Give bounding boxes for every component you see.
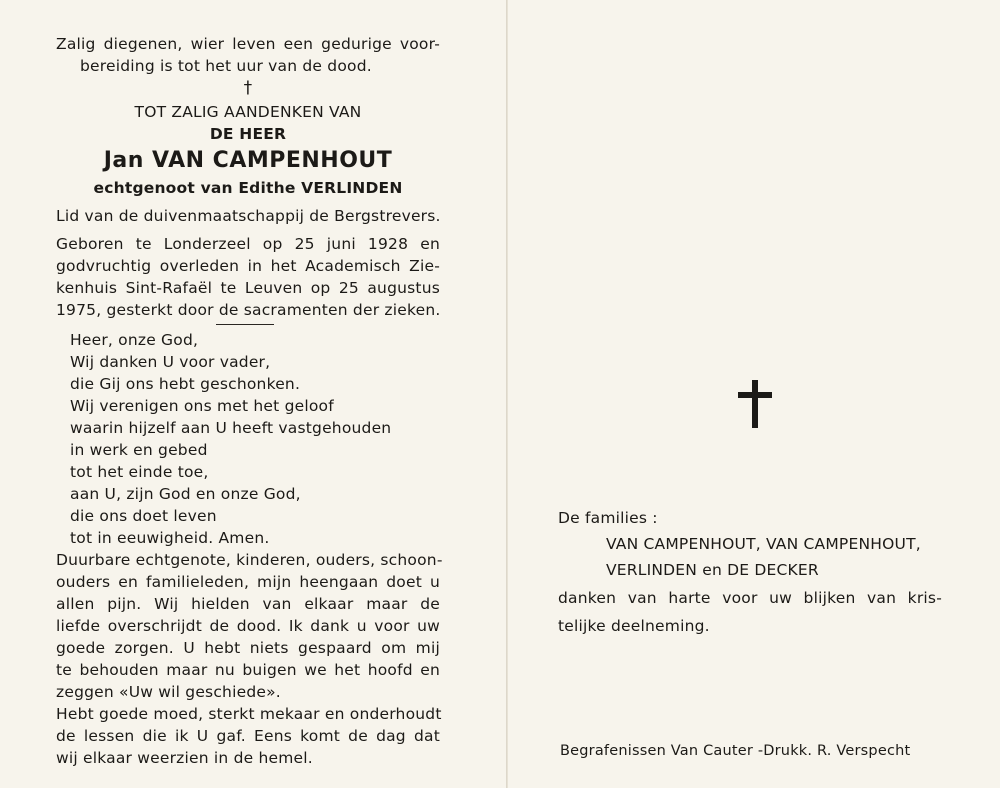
closing-line: Hebt goede moed, sterkt mekaar en onderhoudt (56, 705, 442, 723)
prayer-line: Wij verenigen ons met het geloof (70, 397, 334, 415)
bio-line: kenhuis Sint-Rafaël te Leuven op 25 augustus (56, 279, 440, 297)
deceased-name: Jan VAN CAMPENHOUT (103, 148, 393, 173)
bio-paragraph (56, 233, 440, 321)
farewell-line: liefde overschrijdt de dood. Ik dank u voor uw (56, 617, 440, 635)
memorial-line: TOT ZALIG AANDENKEN VAN (134, 103, 362, 121)
bio-line: Geboren te Londerzeel op 25 juni 1928 en (56, 235, 440, 253)
prayer-line: tot het einde toe, (70, 463, 209, 481)
prayer-line: Wij danken U voor vader, (70, 353, 271, 371)
prayer-line: Heer, onze God, (70, 331, 199, 349)
title-line: DE HEER (209, 125, 287, 143)
prayer-line: waarin hijzelf aan U heeft vastgehouden (70, 419, 392, 437)
prayer-line: in werk en gebed (70, 441, 208, 459)
divider-line (216, 324, 274, 325)
farewell-line: goede zorgen. U hebt niets gespaard om mij (56, 639, 440, 657)
farewell-line: allen pijn. Wij hielden van elkaar maar de (56, 595, 440, 613)
small-cross-icon: † (243, 78, 253, 98)
prayer-line: aan U, zijn God en onze God, (70, 485, 301, 503)
farewell-line: zeggen «Uw wil geschiede». (56, 683, 281, 701)
spouse-line: echtgenoot van Edithe VERLINDEN (93, 179, 403, 197)
closing-line: de lessen die ik U gaf. Eens komt de dag dat (56, 727, 440, 745)
closing-line: wij elkaar weerzien in de hemel. (56, 749, 313, 767)
motto (56, 33, 440, 55)
printer-credit: Begrafenissen Van Cauter -Drukk. R. Verspecht (560, 743, 911, 759)
families-line: VERLINDEN en DE DECKER (606, 561, 819, 579)
farewell-line: ouders en familieleden, mijn heengaan doet u (56, 573, 440, 591)
club-line: Lid van de duivenmaatschappij de Bergstrevers. (56, 207, 441, 225)
thanks-line: danken van harte voor uw blijken van kris- (558, 589, 942, 607)
families-label: De families : (558, 509, 658, 527)
farewell-line: Duurbare echtgenote, kinderen, ouders, schoon- (56, 551, 443, 569)
motto-line: Zalig diegenen, wier leven een gedurige voor- (56, 35, 440, 53)
families-line: VAN CAMPENHOUT, VAN CAMPENHOUT, (606, 535, 921, 553)
farewell-line: te behouden maar nu buigen we het hoofd en (56, 661, 440, 679)
closing-paragraph (56, 703, 440, 747)
thanks-paragraph (558, 587, 942, 609)
bio-line: 1975, gesterkt door de sacramenten der zieken. (56, 301, 441, 319)
prayer-line: die Gij ons hebt geschonken. (70, 375, 301, 393)
prayer-line: tot in eeuwigheid. Amen. (70, 529, 270, 547)
right-page (508, 0, 1000, 788)
cross-icon (738, 380, 772, 428)
bio-line: godvruchtig overleden in het Academisch Zie- (56, 257, 440, 275)
farewell-paragraph (56, 549, 443, 681)
motto-line: bereiding is tot het uur van de dood. (80, 57, 372, 75)
prayer-line: die ons doet leven (70, 507, 217, 525)
thanks-line: telijke deelneming. (558, 617, 710, 635)
